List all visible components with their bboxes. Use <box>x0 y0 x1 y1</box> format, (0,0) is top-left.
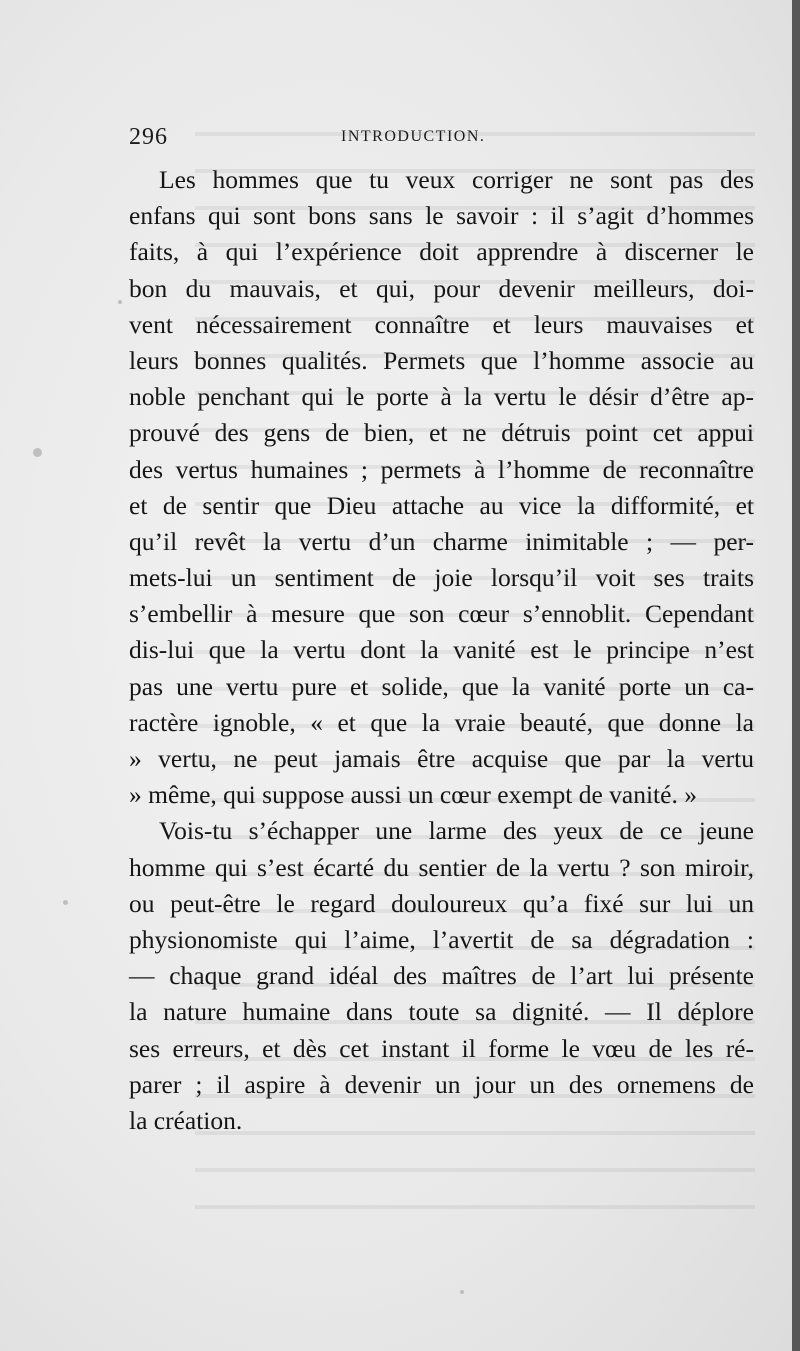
text-line: bon du mauvais, et qui, pour devenir meilleurs, doi- <box>129 273 754 303</box>
text-line: Les hommes que tu veux corriger ne sont pas des <box>159 165 754 194</box>
text-line: ou peut-être le regard douloureux qu’a fixé sur lui un <box>129 888 754 918</box>
text-line: s’embellir à mesure que son cœur s’ennoblit. Cependant <box>129 599 754 629</box>
text-line: des vertus humaines ; permets à l’homme de reconnaître <box>129 454 754 484</box>
text-line: noble penchant qui le porte à la vertu le désir d’être ap- <box>129 382 754 412</box>
page-header <box>129 124 629 158</box>
text-line: la nature humaine dans toute sa dignité. — Il déplore <box>129 997 754 1027</box>
text-line: et de sentir que Dieu attache au vice la difformité, et <box>129 490 754 520</box>
text-line: — chaque grand idéal des maîtres de l’art lui présente <box>129 961 754 991</box>
paper-speck <box>33 448 42 457</box>
paper-speck <box>460 1290 464 1294</box>
text-line: Vois-tu s’échapper une larme des yeux de ce jeune <box>159 816 754 846</box>
text-line: ractère ignoble, « et que la vraie beauté, que donne la <box>129 707 754 737</box>
text-line: faits, à qui l’expérience doit apprendre à discerner le <box>129 237 754 267</box>
text-line: dis-lui que la vertu dont la vanité est le principe n’est <box>129 635 754 665</box>
text-line: vent nécessairement connaître et leurs mauvaises et <box>129 309 754 339</box>
body-text <box>129 162 754 1135</box>
text-line: parer ; il aspire à devenir un jour un des ornemens de <box>129 1069 754 1099</box>
paper-speck <box>118 300 122 304</box>
text-line: homme qui s’est écarté du sentier de la vertu ? son miroir, <box>129 852 754 882</box>
text-line: qu’il revêt la vertu d’un charme inimitable ; — per- <box>129 526 754 556</box>
text-line: la création. <box>129 1105 243 1135</box>
text-line: ses erreurs, et dès cet instant il forme le vœu de les ré- <box>129 1033 754 1063</box>
text-line: » même, qui suppose aussi un cœur exempt de vanité. » <box>129 780 697 810</box>
text-line: leurs bonnes qualités. Permets que l’homme associe au <box>129 345 754 375</box>
page-number: 296 <box>129 124 168 150</box>
text-line: prouvé des gens de bien, et ne détruis point cet appui <box>129 418 754 448</box>
text-line: pas une vertu pure et solide, que la vanité porte un ca- <box>129 671 754 701</box>
text-line: enfans qui sont bons sans le savoir : il s’agit d’hommes <box>129 201 754 231</box>
text-line: » vertu, ne peut jamais être acquise que par la vertu <box>129 744 754 773</box>
text-line: mets-lui un sentiment de joie lorsqu’il voit ses traits <box>129 563 754 593</box>
text-line: physionomiste qui l’aime, l’avertit de sa dégradation : <box>129 924 754 954</box>
paper-speck <box>63 900 68 905</box>
running-head: INTRODUCTION. <box>341 128 486 145</box>
